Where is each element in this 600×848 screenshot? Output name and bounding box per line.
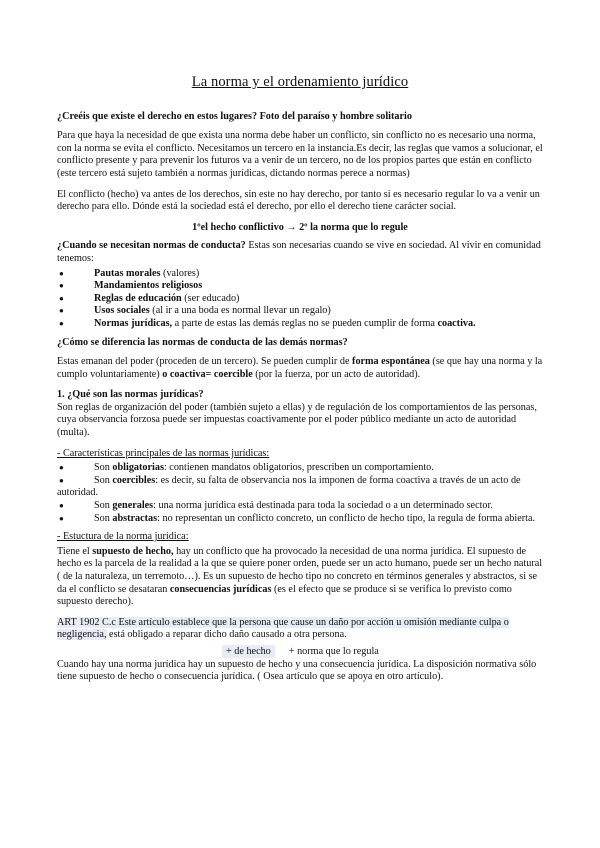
- text: : no representan un conflicto concreto, un conflicto de hecho tipo, la regula de forma abierta.: [157, 512, 536, 524]
- bold-term: generales: [112, 500, 154, 512]
- list-item-bold-end: coactiva.: [437, 317, 476, 329]
- text: Son: [94, 474, 113, 486]
- structure-heading: - Estuctura de la norma jurídica:: [57, 531, 189, 543]
- list-item: [57, 305, 543, 318]
- list-item-text: (valores): [160, 267, 200, 279]
- list-item-bold: Reglas de educación: [94, 292, 182, 304]
- section-heading-normas: [57, 389, 543, 402]
- list-item: [57, 280, 543, 293]
- list-item: [57, 475, 543, 500]
- document-title: La norma y el ordenamiento jurídico: [191, 74, 409, 90]
- paragraph-conflict: Para que haya la necesidad de que exista una norma debe haber un conflicto, sin conflicto no es necesario una norma, con la norma se evita el conflicto. Necesitamos un tercero en la instancia.Es decir, las reglas que vamos a solucionar, el conflicto presente y para prevenir los futuros va a venir de un tercero, no de los propios partes que están en conflicto (este tercero está sujeto también a normas jurídicas, dictando normas perece a normas): [57, 130, 543, 179]
- text: (por la fuerza, por un acto de autoridad).: [252, 368, 421, 380]
- text: : contienen mandatos obligatorios, prescriben un comportamiento.: [163, 462, 434, 474]
- final-paragraph: Cuando hay una norma jurídica hay un supuesto de hecho y una consecuencia jurídica. La disposición normativa sólo tiene supuesto de hecho o consecuencia jurídica. ( Osea artículo que se apoya en otro artículo).: [57, 658, 537, 683]
- list-item: [57, 318, 543, 331]
- list-item-text: (al ir a una boda es normal llevar un regalo): [149, 305, 331, 317]
- text: hay un conflicto que ha provocado la necesidad de una norma jurídica. El supuesto de hecho es la parcela de la realidad a la que se quiere poner orden, puede ser un acto humano, puede ser un hecho natural ( de la naturaleza, un terremoto…). Es un supuesto de hecho tipo no concreto en términos generales y abstractos, si se da el conflicto se desataran: [57, 545, 543, 595]
- text: : es decir, su falta de observancia nos la imponen de forma coactiva a través de un acto de autoridad.: [57, 474, 521, 499]
- list-item-bold: Usos sociales: [94, 305, 150, 317]
- formula-line: [57, 646, 543, 659]
- section-body-normas: Son reglas de organización del poder (también sujeto a ellas) y de regulación de los comportamientos de las personas, cuya observancia forzosa puede ser impuestas coactivamente por el poder público mediante un acto de autoridad (multa).: [57, 401, 537, 439]
- paragraph-emanate: [57, 356, 543, 381]
- text: (es el efecto que se produce si se verifica lo previsto como supuesto derecho).: [57, 583, 512, 608]
- question-difference: ¿Cómo se diferencia las normas de conducta de las demás normas?: [57, 336, 348, 348]
- article-tail: está obligado a reparar dicho daño causado a otra persona.: [106, 629, 347, 641]
- list-item-bold: Pautas morales: [94, 267, 161, 279]
- text: (se que hay una norma y la cumplo voluntariamente): [57, 356, 543, 380]
- conduct-norms-list: [57, 268, 543, 331]
- bold-term: o coactiva= coercible: [162, 368, 253, 380]
- text: Son: [94, 462, 113, 474]
- text: Son: [94, 500, 113, 512]
- list-item-bold: Normas jurídicas,: [94, 317, 173, 329]
- conduct-question: ¿Cuando se necesitan normas de conducta?: [57, 240, 246, 252]
- bold-term: forma espontánea: [352, 356, 430, 368]
- sequence-line: 1ºel hecho conflictivo → 2º la norma que lo regule: [192, 221, 408, 233]
- list-item-text: (ser educado): [181, 292, 240, 304]
- bold-term: coercibles: [112, 474, 156, 486]
- section-heading-text: 1. ¿Qué son las normas jurídicas?: [57, 389, 204, 401]
- structure-paragraph: [57, 546, 543, 609]
- characteristics-list: [57, 462, 543, 525]
- list-item: [57, 500, 543, 513]
- bold-term: supuesto de hecho,: [92, 545, 174, 557]
- document-body: [57, 76, 543, 692]
- list-item-text: a parte de estas las demás reglas no se pueden cumplir de forma: [172, 317, 438, 329]
- characteristics-heading: - Características principales de las normas jurídicas:: [57, 447, 270, 459]
- list-item-bold: Mandamientos religiosos: [94, 280, 203, 292]
- paragraph-conflict-before-law: El conflicto (hecho) va antes de los derechos, sin este no hay derecho, por tanto si es necesario regular lo va a venir un derecho para ello. Dónde está la sociedad está el derecho, por ello el derecho tiene carácter social.: [57, 188, 540, 213]
- list-item: [57, 462, 543, 475]
- question-paradise: ¿Creéis que existe el derecho en estos lugares? Foto del paraíso y hombre solitario: [57, 110, 412, 122]
- text: : una norma jurídica está destinada para toda la sociedad o a un determinado sector.: [153, 500, 493, 512]
- bold-term: obligatorias: [112, 462, 164, 474]
- list-item: [57, 293, 543, 306]
- conduct-question-paragraph: [57, 240, 543, 265]
- bold-term: consecuencias jurídicas: [169, 583, 272, 595]
- article-text: Este artículo establece que la persona que cause un daño por acción u omisión mediante culpa o negligencia,: [57, 616, 509, 641]
- formula-right: + norma que lo regula: [288, 645, 379, 657]
- formula-left: + de hecho: [222, 645, 275, 658]
- list-item: [57, 513, 543, 526]
- list-item: [57, 268, 543, 281]
- bold-term: abstractas: [112, 512, 158, 524]
- text: Tiene el: [57, 545, 93, 557]
- text: Son: [94, 512, 113, 524]
- article-paragraph: [57, 617, 543, 642]
- article-label: ART 1902 C.c: [57, 616, 116, 628]
- text: Estas emanan del poder (proceden de un tercero). Se pueden cumplir de: [57, 356, 353, 368]
- conduct-question-text: Estas son necesarias cuando se vive en sociedad. Al vivir en comunidad tenemos:: [57, 240, 541, 264]
